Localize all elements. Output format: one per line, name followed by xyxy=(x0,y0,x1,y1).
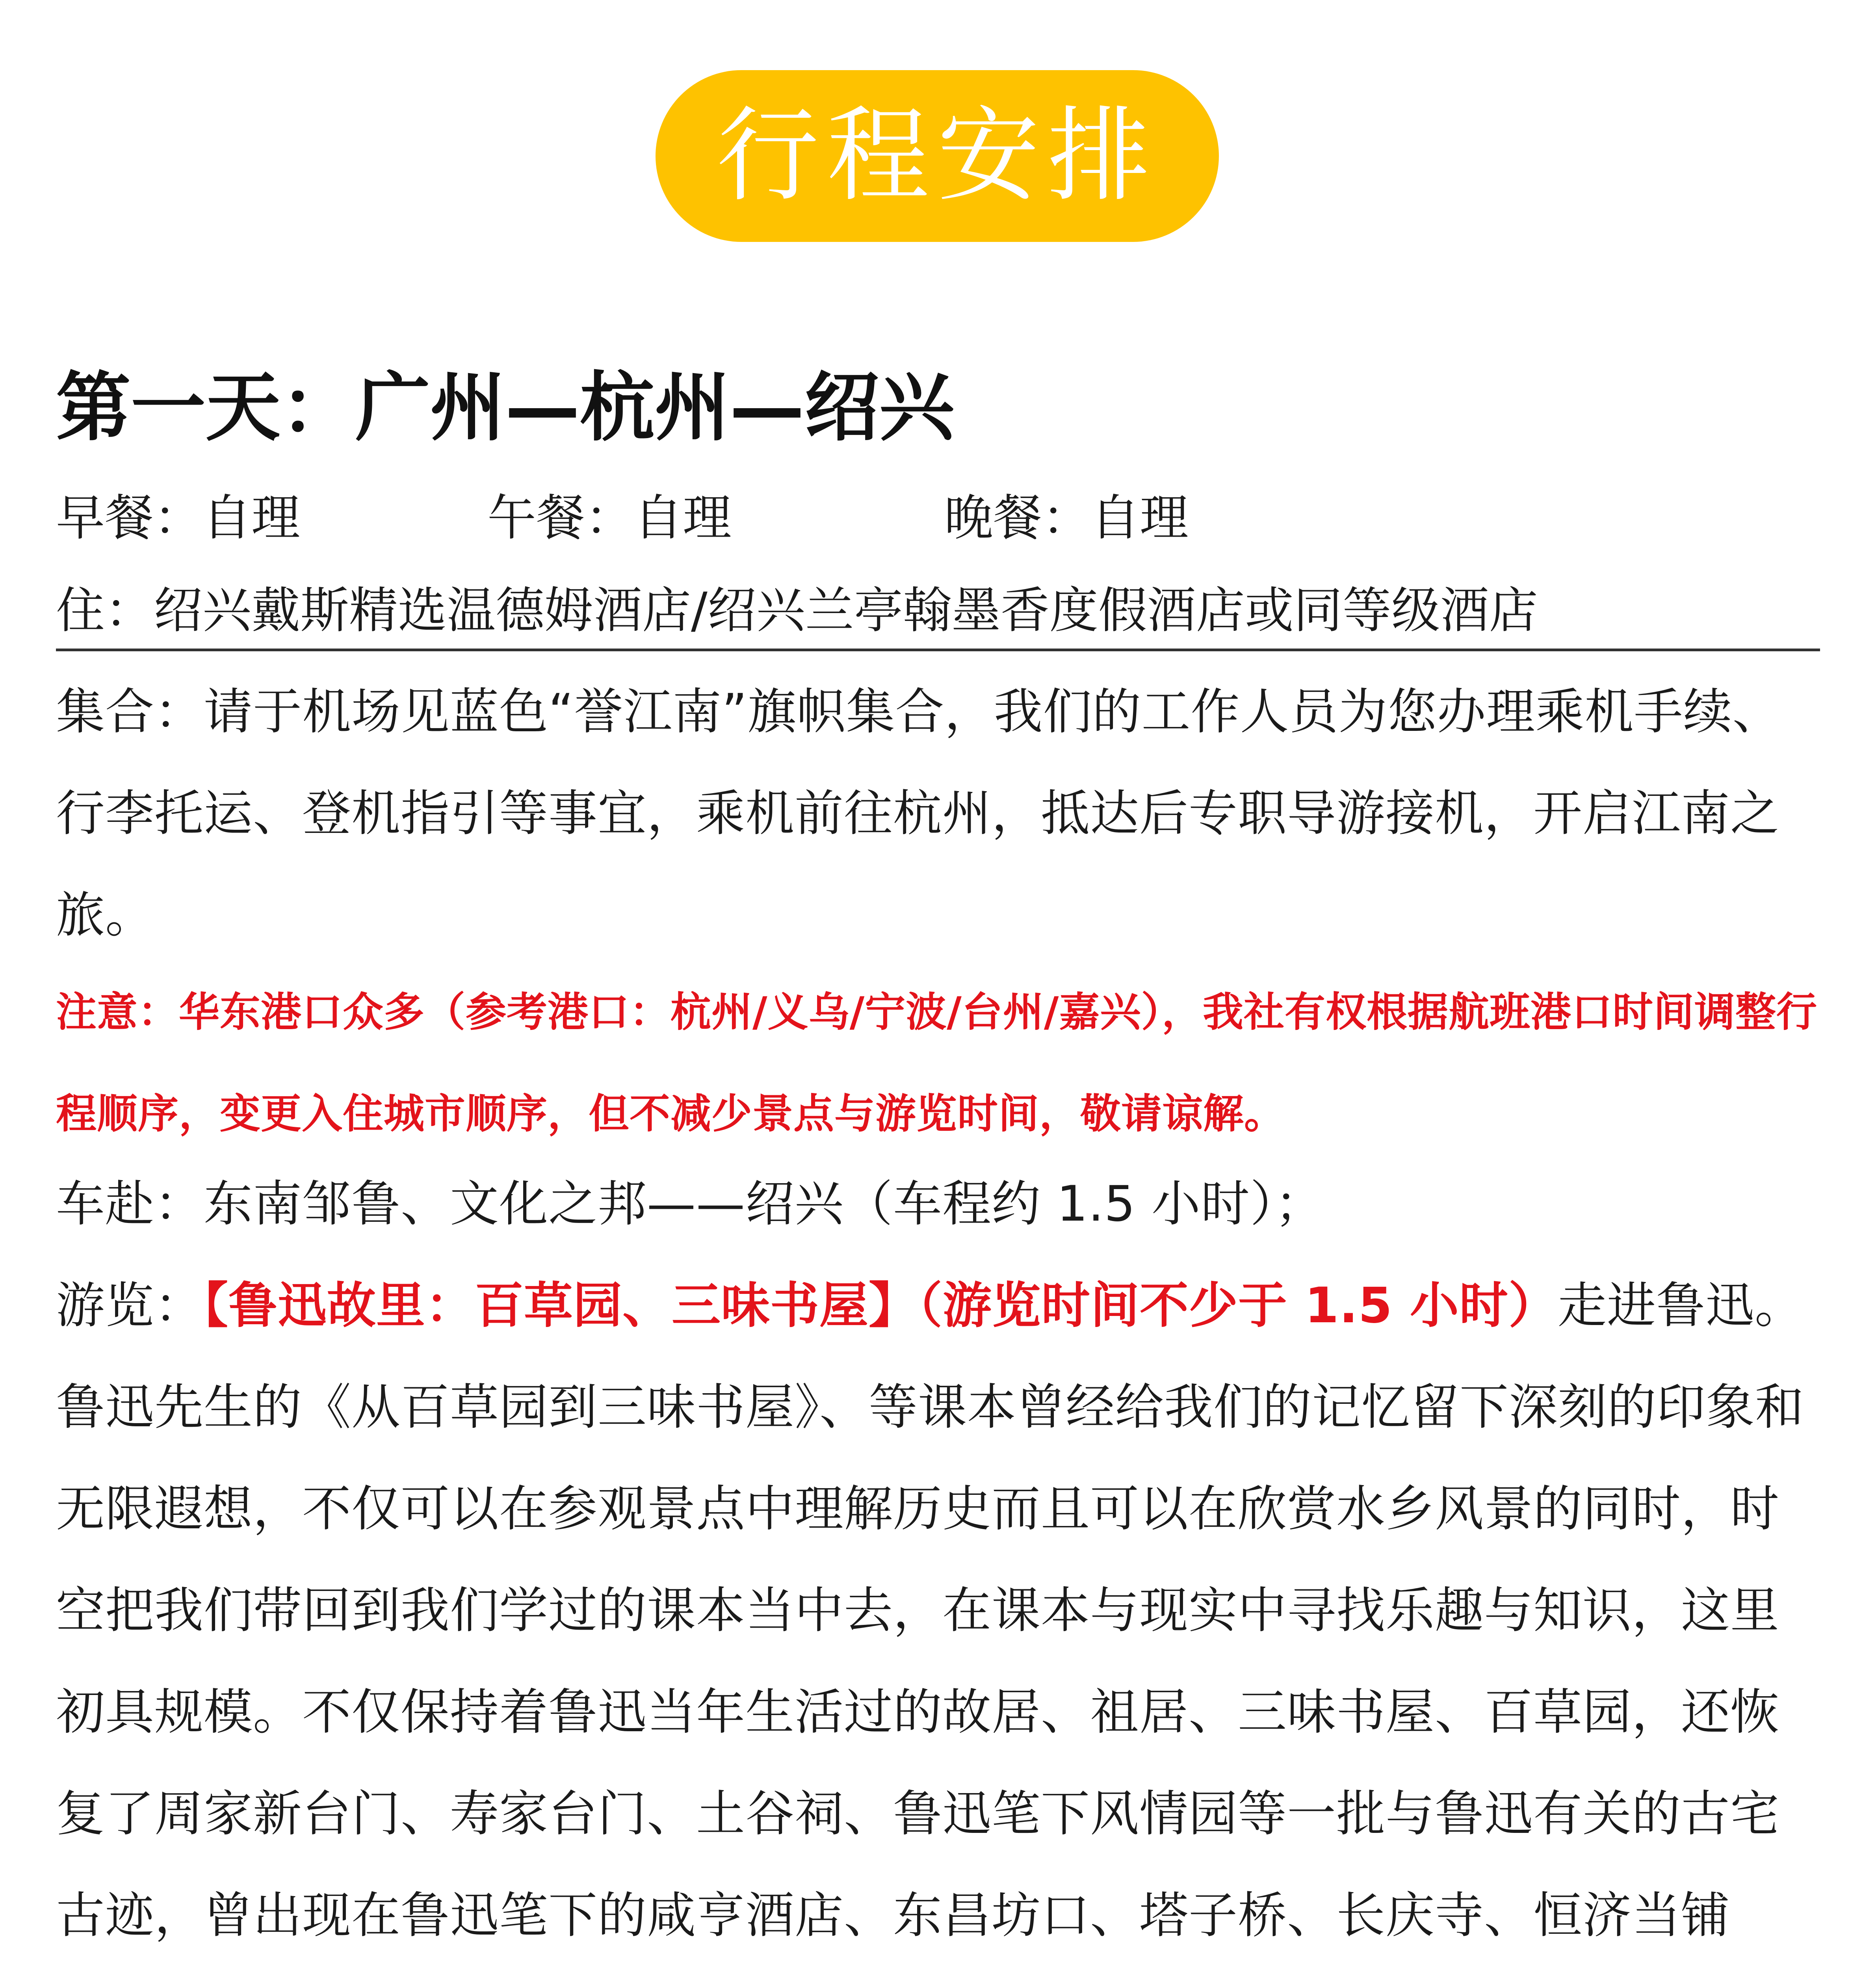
meal-lunch: 午餐：自理 xyxy=(487,490,732,546)
gather-paragraph: 集合：请于机场见蓝色“誉江南”旗帜集合，我们的工作人员为您办理乘机手续、行李托运、登机指引等事宜，乘机前往杭州，抵达后专职导游接机，开启江南之旅。 xyxy=(56,684,1782,944)
page-title: 行程安排 xyxy=(717,97,1158,216)
day1-heading: 第一天：广州—杭州—绍兴 xyxy=(56,364,955,451)
meal-dinner: 晚餐：自理 xyxy=(944,490,1189,546)
tour-text-luxun: 走进鲁迅。鲁迅先生的《从百草园到三味书屋》、等课本曾经给我们的记忆留下深刻的印象和无限遐想，不仅可以在参观景点中理解历史而且可以在欣赏水乡风景的同时，时空把我们带回到我们学过的课本当中去，在课本与现实中寻找乐趣与知识，这里初具规模。不仅保持着鲁迅当年生活过的故居、祖居、三味书屋、百草园，还恢复了周家新台门、寿家台门、土谷祠、鲁迅笔下风情园等一批与鲁迅有关的古宅古迹，曾出现在鲁迅笔下的咸亨酒店、东昌坊口、塔子桥、长庆寺、恒济当铺 xyxy=(56,1277,1805,1944)
tour-prefix: 游览： xyxy=(56,1277,204,1334)
notice-paragraph: 注意：华东港口众多（参考港口：杭州/义乌/宁波/台州/嘉兴），我社有权根据航班港口时间调整行程顺序，变更入住城市顺序，但不减少景点与游览时间，敬请谅解。 xyxy=(56,989,1817,1137)
drive-paragraph: 车赴：东南邹鲁、文化之邦——绍兴（车程约 1.5 小时）； xyxy=(56,1176,1324,1232)
meal-breakfast: 早餐：自理 xyxy=(56,490,301,546)
hotel-info: 住：绍兴戴斯精选温德姆酒店/绍兴兰亭翰墨香度假酒店或同等级酒店 xyxy=(56,582,1538,639)
tour-highlight-luxun: 【鲁迅故里：百草园、三味书屋】（游览时间不少于 1.5 小时） xyxy=(204,1277,1558,1334)
title-badge xyxy=(656,70,1219,242)
tour-luxun-paragraph xyxy=(56,1255,1820,1970)
section-divider xyxy=(56,649,1820,651)
